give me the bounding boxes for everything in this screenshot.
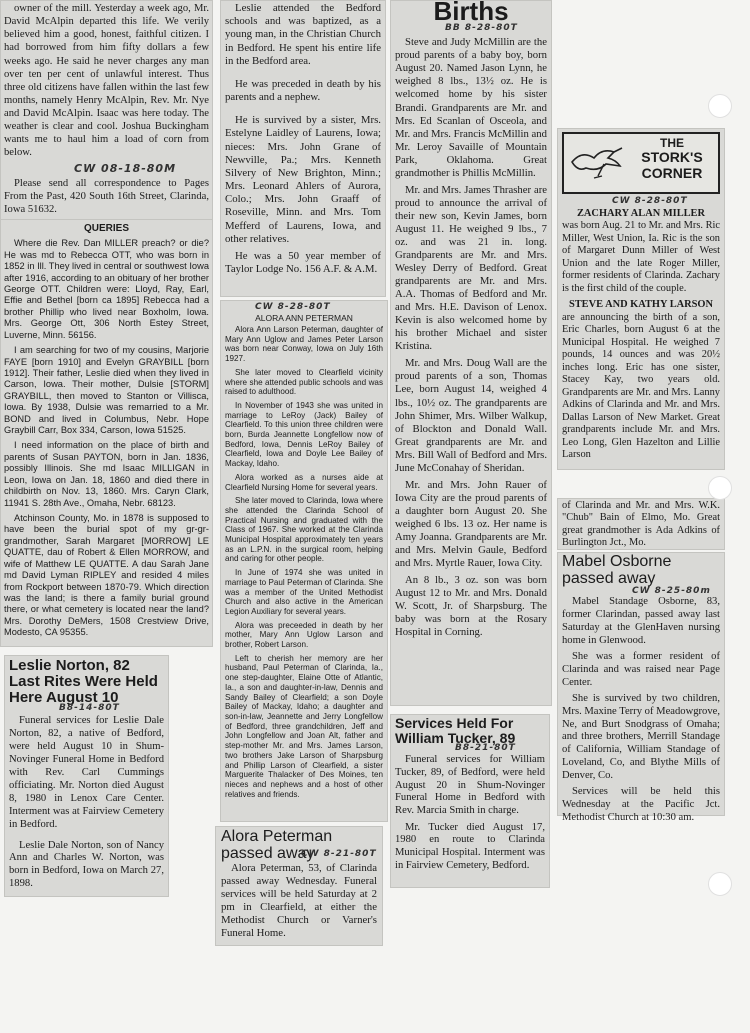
clipping-william-tucker [390,714,550,888]
query-paragraph: I am searching for two of my cousins, Marjorie FAYE [born 1910] and Evelyn GRAYBILL [born 1912]. Their father, Leslie died when they lived in Carson, Iowa. Their mother, Dulsie [STORM] GRAYBILL, then moved to Stanton or Villisca, Iowa. By 1938, Dulsie was remarried to a Mr. BOND and lived in Columbus, Nebr. Hope Graybill Carr, Box 334, Carson, Iowa 51525. [4,345,209,436]
binder-hole [708,476,732,500]
query-paragraph: I need information on the place of birth and parents of Susan PAYTON, born in Jan. 1836, possibly Illinois. She md Isaac MILLIGAN in Leon, Iowa on Jan. 18, 1860 and died there in childbirth on Nov. 13, 1860. Mrs. Caryn Clark, 11941 S. 28th Ave., Omaha, Nebr. 68123. [4,440,209,508]
stork-entry-name: STEVE AND KATHY LARSON [568,299,714,311]
query-paragraph: Where die Rev. Dan MILLER preach? or die? He was md to Rebecca OTT, who was born in 1852 in Ill. They lived in central or southwest Iowa after 1916, according to an obituary of her brother George OTT. Children were: Lloyd, Ray, Earl, Effie and Bethel [born ca 1895] Rebecca had a brother Phillip who lived near Boxholm, Iowa. Mrs. George Ott, 306 North Estey Street, Luverne, Minn. 56156. [4,238,209,340]
clipping-storks-corner [557,128,725,470]
clipping-alora-peterman-obituary [220,300,388,822]
norton-continued-paragraph: He was a 50 year member of Taylor Lodge No. 156 A.F. & A.M. [225,249,381,276]
peterman-paragraph: In June of 1974 she was united in marriage to Paul Peterman of Clarinda. She was a member of the United Methodist Church and also active in the American Legion Auxiliary for several years. [225,568,383,616]
births-paragraph: Steve and Judy McMillin are the proud parents of a baby boy, born August 20. Named Jason Lynn, he weighed 8 lbs., 13½ oz. He is welcomed home by his sister Brandi. Grandparents are Mr. and Mrs. Ed Scanlan of Osceola, and Mr. and Mrs. Francis McMillin and Mr. Leroy Savaille of Mountain Park, Oklahoma. Great grandmother is Phillis McMillin. [395,36,547,179]
handwritten-date: B8-14-80T [59,703,120,714]
clipping-mabel-osborne [557,552,725,823]
handwritten-date: BB 8-28-80T [445,23,518,34]
births-paragraph: Mr. and Mrs. James Thrasher are proud to announce the arrival of their new son, Kevin James, born August 11. He weighed 9 lbs., 7 oz. and was 21 in. long. Grandparents are Mr. and Mrs. Wesley Derry of Bedford. Great grandparents are Mr. and Mrs. A.A. Thomas of Bedford and Mr. and Mrs. H.E. Davison of Lenox. Kevin is also welcomed home by his brother Michael and sister Kristina. [395,183,547,353]
osborne-headline: Mabel Osborne passed away [562,553,672,587]
logo-line-storks: STORK'S [641,149,703,166]
logo-line-the: THE [660,136,684,150]
norton-continued-paragraph: Leslie attended the Bedford schools and was baptized, as a young man, in the Christian Church in Bedford. He spent his entire life in the Bedford area. [225,2,381,67]
peterman-paragraph: She later moved to Clarinda, Iowa where she attended the Clarinda School of Practical Nursing and graduated with the Class of 1967. She worked at the Clarinda Municipal Hospital approximately ten years as an L.P.N. in the surgical room, helping and caring for other people. [225,496,383,564]
binder-hole [708,94,732,118]
queries-title: QUERIES [83,223,129,234]
clipping-mill-diary [0,0,213,238]
peterman-paragraph: Alora worked as a nurses aide at Clearfield Nursing Home for several years. [225,472,383,492]
peterman-short-paragraph: Alora Peterman, 53, of Clarinda passed away Wednesday. Funeral services will be held Saturday at 2 pm in Clearfield, at either the Methodist Church or Varner's Funeral Home. [221,861,377,940]
stork-icon [568,142,624,182]
osborne-paragraph: She is survived by two children, Mrs. Maxine Terry of Meadowgrove, Ne, and Burt Snodgrass of Omaha; and three brothers, Merrill Standage of California, William Standage of Loveland, Co, and Blythe Mills of Denver, Co. [562,693,720,781]
diary-paragraph: owner of the mill. Yesterday a week ago, Mr. David McAlpin departed this life. We verily believed him a good, honest, faithful citizen. I had borrowed from him fifty dollars a few weeks ago. He said he never charges any man over ten per cent of unlawful interest. Thus three old citizens have fallen within the last few months, namely Henry McAlpin, Rev. Mr. Nye and David McAlpin. Isaac was here today. The weather is clear and cool. Joshua Buckingham wants me to haul him a load of corn from below. [4,3,209,159]
births-paragraph: Mr. and Mrs. John Rauer of Iowa City are the proud parents of a daughter born August 20. She weighed 6 lbs. 13 oz. Her name is Amy Joanna. Grandparents are Mr. and Mrs. Melvin Gaule, Bedford and Mrs. Myrtle Rauer, Iowa City. [395,478,547,570]
handwritten-date: CW 08-18-80M [74,161,177,175]
peterman-title: ALORA ANN PETERMAN [255,312,353,323]
osborne-paragraph: Mabel Standage Osborne, 83, former Clarindan, passed away last Saturday at the GlenHaven nursing home in Glenwood. [562,596,720,646]
handwritten-date: B8-21-80T [455,743,516,754]
osborne-paragraph: She was a former resident of Clarinda and was raised near Page Center. [562,651,720,688]
osborne-paragraph: Services will be held this Wednesday at the Pacific Jct. Methodist Church at 10:30 am. [562,786,720,823]
peterman-paragraph: Left to cherish her memory are her husband, Paul Peterman of Clarinda, Ia., one step-daughter, Elaine Otte of Atlantic, Ia., a son and daughter-in-law, Dennis and Sandy Bailey of Clearfield; a son Doyle Bailey of Mackay, Idaho; a daughter and son-in-law, Jeannette and Jerry Longfellow of Bedford, three grandchildren, Jeff and John Longfellow and Joan Alt, father and step-mother Mr. and Mrs. James Larson, two brothers Jake Larson of Sharpsburg and Phillip Larson of Clearfield, a sister Marguerite Thalacker of Des Moines, ten nieces and nephews and a host of other relatives and friends. [225,653,383,799]
stork-entry-name: ZACHARY ALAN MILLER [577,207,705,219]
births-paragraph: An 8 lb., 3 oz. son was born August 12 to Mr. and Mrs. Donald W. Scott, Jr. of Sharpsburg. The baby was born at the Rosary Hospital in Corning. [395,574,547,639]
stork-entry-text: are announcing the birth of a son, Eric Charles, born August 6 at the Municipal Hospital. He weighed 7 pounds, 14 ounces and was 20½ inches long. Eric has one sister, Stacey Kay, two years old. Grandparents are Mr. and Mrs. Lanny Adkins of Clarinda and Mr. and Mrs. Dallas Larson of New Market. Great grandparents include Mr. and Mrs. Leo Long, Glen Hazelton and Lillie Larson [562,311,720,460]
handwritten-date: CW 8-21-80T [301,848,377,859]
clipping-storks-corner-continued [557,498,725,550]
handwritten-date: CW 8-28-80T [612,196,688,206]
stork-continued-text: of Clarinda and Mr. and Mrs. W.K. "Chub" Bain of Elmo, Mo. Great great grandmother is Ada Adkins of Burlington Jct., Mo. [562,500,720,549]
norton-continued-paragraph: He is survived by a sister, Mrs. Estelyne Laidley of Laurens, Iowa; nieces: Mrs. John Grane of Newville, Pa.; Mrs. Kenneth Silvery of New Brighton, Minn.; Mrs. Leonard Ahlers of Aurora, Colo.; Mrs. John Graaff of Roseville, Minn. and Mrs. Tom Mefferd of Laurens, Iowa, and other relatives. [225,114,381,245]
peterman-short-headline: Alora Peterman passed away [221,828,333,862]
norton-continued-paragraph: He was preceded in death by his parents and a nephew. [225,77,381,104]
clipping-leslie-norton [4,655,169,897]
stork-entry-text: was born Aug. 21 to Mr. and Mrs. Ric Miller, West Union, Ia. Ric is the son of Margaret Dunn Miller of West Union and the late Roger Miller, former residents of Clarinda. Zachary is the first child of the couple. [562,220,720,294]
clipping-norton-continued [220,0,386,297]
peterman-paragraph: She later moved to Clearfield vicinity where she attended public schools and was raised to adulthood. [225,367,383,397]
peterman-paragraph: In November of 1943 she was united in marriage to LeRoy (Jack) Bailey of Clearfield. To this union three children were born, Burda Jeannette Longfellow now of Bedford, Iowa, Dennis LeRoy Bailey of Clearfield, Iowa and Doyle Lee Bailey of Mackay, Idaho. [225,400,383,469]
norton-paragraph: Funeral services for Leslie Dale Norton, 82, a native of Bedford, were held August 10 in Shum-Novinger Funeral Home in Bedford with Rev. Carl Cummings officiating. Mr. Norton died August 8, 1980 in Lenox Care Center. Interment was at Fairview Cemetery in Bedford. [9,715,164,830]
logo-line-corner: CORNER [641,164,703,181]
births-paragraph: Mr. and Mrs. Doug Wall are the proud parents of a son, Thomas Lee, born August 14, weighed 4 lbs., 10½ oz. The grandparents are John Shimer, Mrs. Wilber Walkup, of Blockton and Donald Wall. Great grandparents are Mr. and Mrs. Bill Wall of Bedford and Mrs. June McConahay of Sheridan. [395,357,547,474]
peterman-paragraph: Alora Ann Larson Peterman, daughter of Mary Ann Uglow and James Peter Larson was born near Conway, Iowa on July 16th 1927. [225,324,383,364]
norton-paragraph: Leslie Dale Norton, son of Nancy Ann and Charles W. Norton, was born in Bedford, Iowa on March 27, 1898. [9,839,164,890]
handwritten-date: CW 8-25-80m [632,585,711,596]
peterman-paragraph: Alora was preceeded in death by her mother, Mary Ann Uglow Larson and brother, Robert Larson. [225,620,383,650]
binder-hole [708,872,732,896]
norton-headline: Leslie Norton, 82 Last Rites Were Held Here August 10 [9,657,158,706]
storks-corner-logo [562,132,720,194]
tucker-headline: Services Held For William Tucker, 89 [395,715,516,746]
correspondence-note: Please send all correspondence to Pages From the Past, 420 South 16th Street, Clarinda, Iowa 51632. [4,178,209,216]
handwritten-date: CW 8-28-80T [255,302,331,312]
clipping-alora-peterman-passed-away [215,826,383,946]
clipping-queries [0,219,213,647]
tucker-paragraph: Funeral services for William Tucker, 89, of Bedford, were held August 20 in Shum-Novinger Funeral Home in Bedford with Rev. Marcia Smith in charge. [395,754,545,816]
clipping-births [390,0,552,706]
query-paragraph: Atchinson County, Mo. in 1878 is supposed to have been the burial spot of my gr-gr-grandmother, Sarah Margaret [MORROW] LE QUATTE, dau of Robert & Ellen MORROW, and wife of Matthew LE QUATTE. A dau Sarah Jane md David Lyman RIPLEY and resided 4 miles from Rockport between 1870-79. Which direction was the land; is there a family burial ground there, or what cemetery is located near the land? Mrs. Dorothy DeMers, 1508 Crestview Drive, Modesto, CA 95355. [4,513,209,638]
tucker-paragraph: Mr. Tucker died August 17, 1980 en route to Clarinda Municipal Hospital. Interment was in Fairview Cemetery, Bedford. [395,821,545,871]
births-headline: Births [433,0,509,26]
